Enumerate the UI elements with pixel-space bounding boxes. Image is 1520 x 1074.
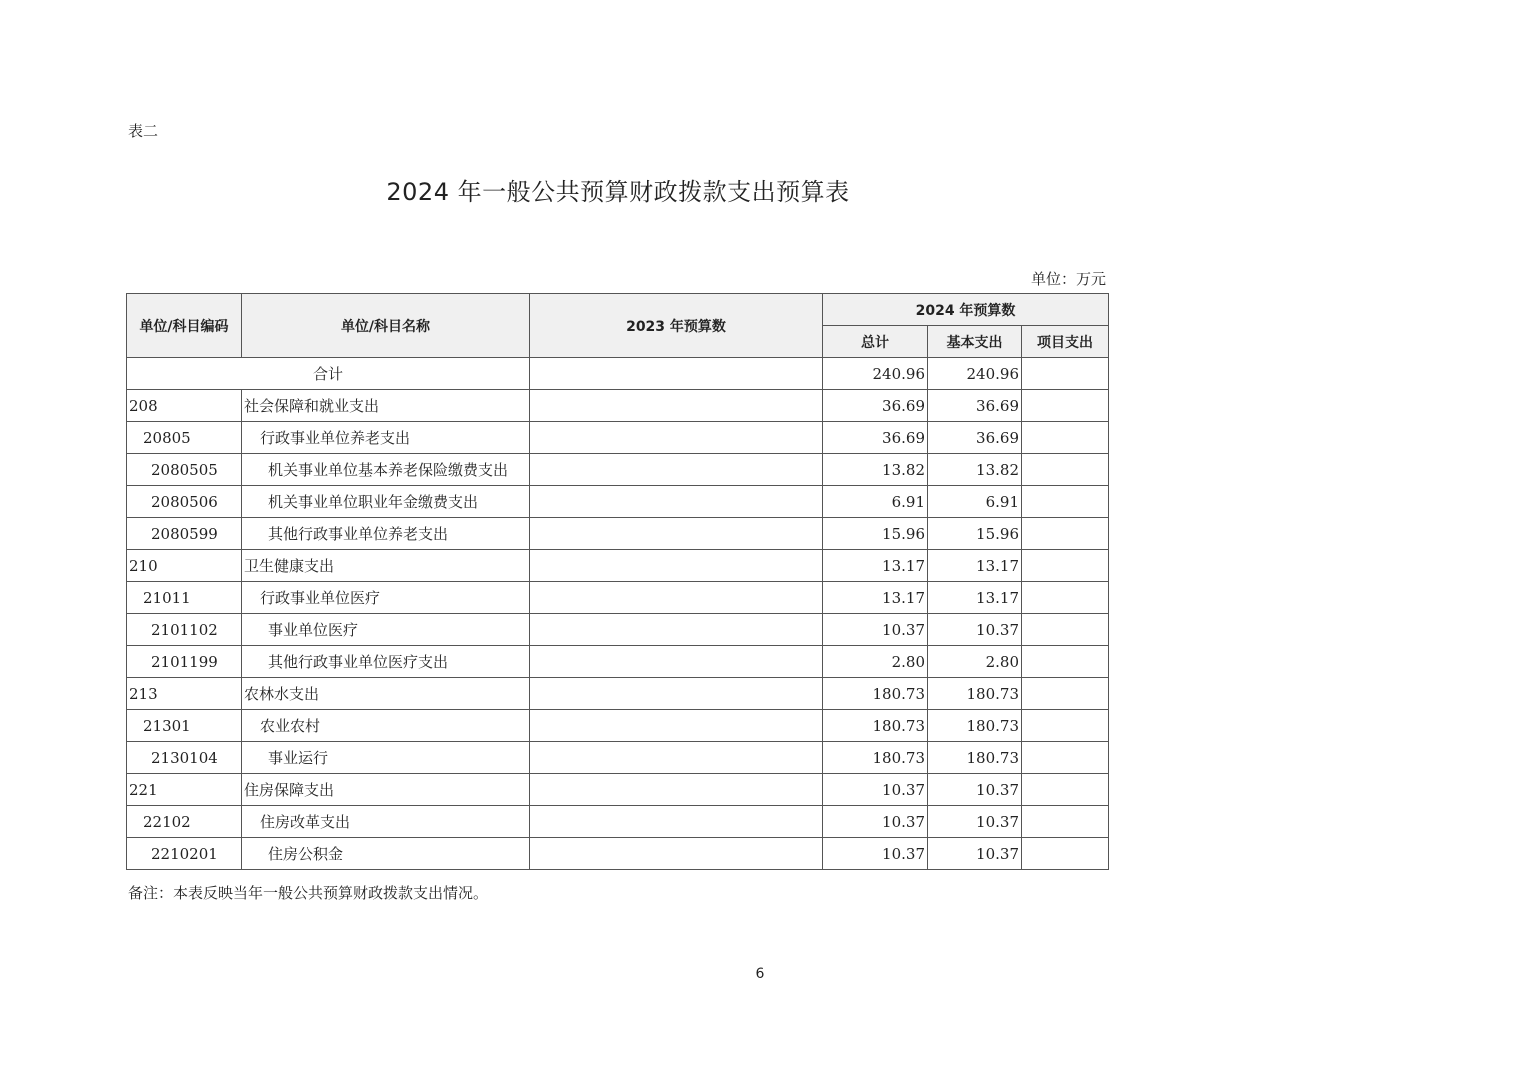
row-basic: 10.37 <box>928 806 1022 838</box>
row-project <box>1022 486 1109 518</box>
table-row <box>127 742 1109 774</box>
row-total: 180.73 <box>823 710 928 742</box>
row-prev-budget <box>530 678 823 710</box>
table-row <box>127 838 1109 870</box>
row-name: 事业运行 <box>242 742 530 774</box>
row-name: 其他行政事业单位养老支出 <box>242 518 530 550</box>
row-prev-budget <box>530 518 823 550</box>
row-project <box>1022 518 1109 550</box>
row-prev-budget <box>530 550 823 582</box>
row-basic: 10.37 <box>928 838 1022 870</box>
row-prev-budget <box>530 614 823 646</box>
table-row <box>127 614 1109 646</box>
row-basic: 13.17 <box>928 582 1022 614</box>
row-name: 住房改革支出 <box>242 806 530 838</box>
row-code: 22102 <box>127 806 242 838</box>
row-basic: 180.73 <box>928 710 1022 742</box>
row-name: 住房保障支出 <box>242 774 530 806</box>
row-project <box>1022 582 1109 614</box>
row-total: 13.82 <box>823 454 928 486</box>
row-prev-budget <box>530 454 823 486</box>
row-code: 2080506 <box>127 486 242 518</box>
header-name: 单位/科目名称 <box>242 294 530 358</box>
row-code: 21301 <box>127 710 242 742</box>
budget-table <box>126 293 1109 870</box>
row-code: 21011 <box>127 582 242 614</box>
row-prev-budget <box>530 742 823 774</box>
table-row <box>127 582 1109 614</box>
row-prev-budget <box>530 806 823 838</box>
row-total: 13.17 <box>823 550 928 582</box>
total-total: 240.96 <box>823 358 928 390</box>
row-code: 2210201 <box>127 838 242 870</box>
row-name: 社会保障和就业支出 <box>242 390 530 422</box>
page-number: 6 <box>755 966 765 982</box>
row-total: 10.37 <box>823 838 928 870</box>
row-project <box>1022 774 1109 806</box>
row-name: 农林水支出 <box>242 678 530 710</box>
row-basic: 2.80 <box>928 646 1022 678</box>
row-name: 住房公积金 <box>242 838 530 870</box>
table-row <box>127 646 1109 678</box>
unit-label: 单位：万元 <box>1030 270 1106 288</box>
table-row <box>127 678 1109 710</box>
row-prev-budget <box>530 486 823 518</box>
row-project <box>1022 614 1109 646</box>
row-project <box>1022 838 1109 870</box>
row-project <box>1022 390 1109 422</box>
row-total: 10.37 <box>823 614 928 646</box>
row-total: 36.69 <box>823 390 928 422</box>
document-title: 2024 年一般公共预算财政拨款支出预算表 <box>386 178 850 206</box>
row-project <box>1022 806 1109 838</box>
row-total: 10.37 <box>823 806 928 838</box>
row-code: 213 <box>127 678 242 710</box>
row-prev-budget <box>530 710 823 742</box>
row-prev-budget <box>530 774 823 806</box>
row-project <box>1022 422 1109 454</box>
row-name: 机关事业单位基本养老保险缴费支出 <box>242 454 530 486</box>
table-row <box>127 806 1109 838</box>
header-basic: 基本支出 <box>928 326 1022 358</box>
header-total: 总计 <box>823 326 928 358</box>
row-prev-budget <box>530 422 823 454</box>
row-basic: 36.69 <box>928 390 1022 422</box>
row-total: 180.73 <box>823 742 928 774</box>
header-row <box>127 294 1109 326</box>
row-project <box>1022 454 1109 486</box>
row-total: 13.17 <box>823 582 928 614</box>
row-basic: 180.73 <box>928 678 1022 710</box>
row-total: 2.80 <box>823 646 928 678</box>
row-prev-budget <box>530 838 823 870</box>
header-prev-budget: 2023 年预算数 <box>530 294 823 358</box>
table-row <box>127 550 1109 582</box>
total-project <box>1022 358 1109 390</box>
table-row <box>127 390 1109 422</box>
row-basic: 180.73 <box>928 742 1022 774</box>
row-code: 2080599 <box>127 518 242 550</box>
row-prev-budget <box>530 646 823 678</box>
header-cur-budget: 2024 年预算数 <box>823 294 1109 326</box>
footnote: 备注：本表反映当年一般公共预算财政拨款支出情况。 <box>128 884 489 902</box>
row-basic: 10.37 <box>928 614 1022 646</box>
row-project <box>1022 550 1109 582</box>
header-project: 项目支出 <box>1022 326 1109 358</box>
row-name: 行政事业单位医疗 <box>242 582 530 614</box>
total-prev <box>530 358 823 390</box>
row-basic: 6.91 <box>928 486 1022 518</box>
row-code: 210 <box>127 550 242 582</box>
row-name: 农业农村 <box>242 710 530 742</box>
row-code: 221 <box>127 774 242 806</box>
row-basic: 36.69 <box>928 422 1022 454</box>
row-name: 行政事业单位养老支出 <box>242 422 530 454</box>
row-total: 6.91 <box>823 486 928 518</box>
row-basic: 10.37 <box>928 774 1022 806</box>
row-code: 208 <box>127 390 242 422</box>
row-code: 2130104 <box>127 742 242 774</box>
row-project <box>1022 742 1109 774</box>
row-basic: 13.17 <box>928 550 1022 582</box>
table-row <box>127 774 1109 806</box>
header-code: 单位/科目编码 <box>127 294 242 358</box>
total-label: 合计 <box>127 358 530 390</box>
table-row <box>127 518 1109 550</box>
table-row <box>127 422 1109 454</box>
row-code: 2101102 <box>127 614 242 646</box>
row-total: 10.37 <box>823 774 928 806</box>
row-total: 180.73 <box>823 678 928 710</box>
table-label: 表二 <box>128 122 159 140</box>
total-basic: 240.96 <box>928 358 1022 390</box>
row-basic: 15.96 <box>928 518 1022 550</box>
row-prev-budget <box>530 390 823 422</box>
total-row <box>127 358 1109 390</box>
row-code: 2080505 <box>127 454 242 486</box>
row-total: 36.69 <box>823 422 928 454</box>
table-row <box>127 486 1109 518</box>
row-project <box>1022 678 1109 710</box>
table-row <box>127 454 1109 486</box>
row-name: 卫生健康支出 <box>242 550 530 582</box>
row-prev-budget <box>530 582 823 614</box>
row-project <box>1022 646 1109 678</box>
row-project <box>1022 710 1109 742</box>
row-basic: 13.82 <box>928 454 1022 486</box>
row-name: 其他行政事业单位医疗支出 <box>242 646 530 678</box>
table-row <box>127 710 1109 742</box>
row-code: 20805 <box>127 422 242 454</box>
row-name: 机关事业单位职业年金缴费支出 <box>242 486 530 518</box>
row-code: 2101199 <box>127 646 242 678</box>
row-total: 15.96 <box>823 518 928 550</box>
row-name: 事业单位医疗 <box>242 614 530 646</box>
